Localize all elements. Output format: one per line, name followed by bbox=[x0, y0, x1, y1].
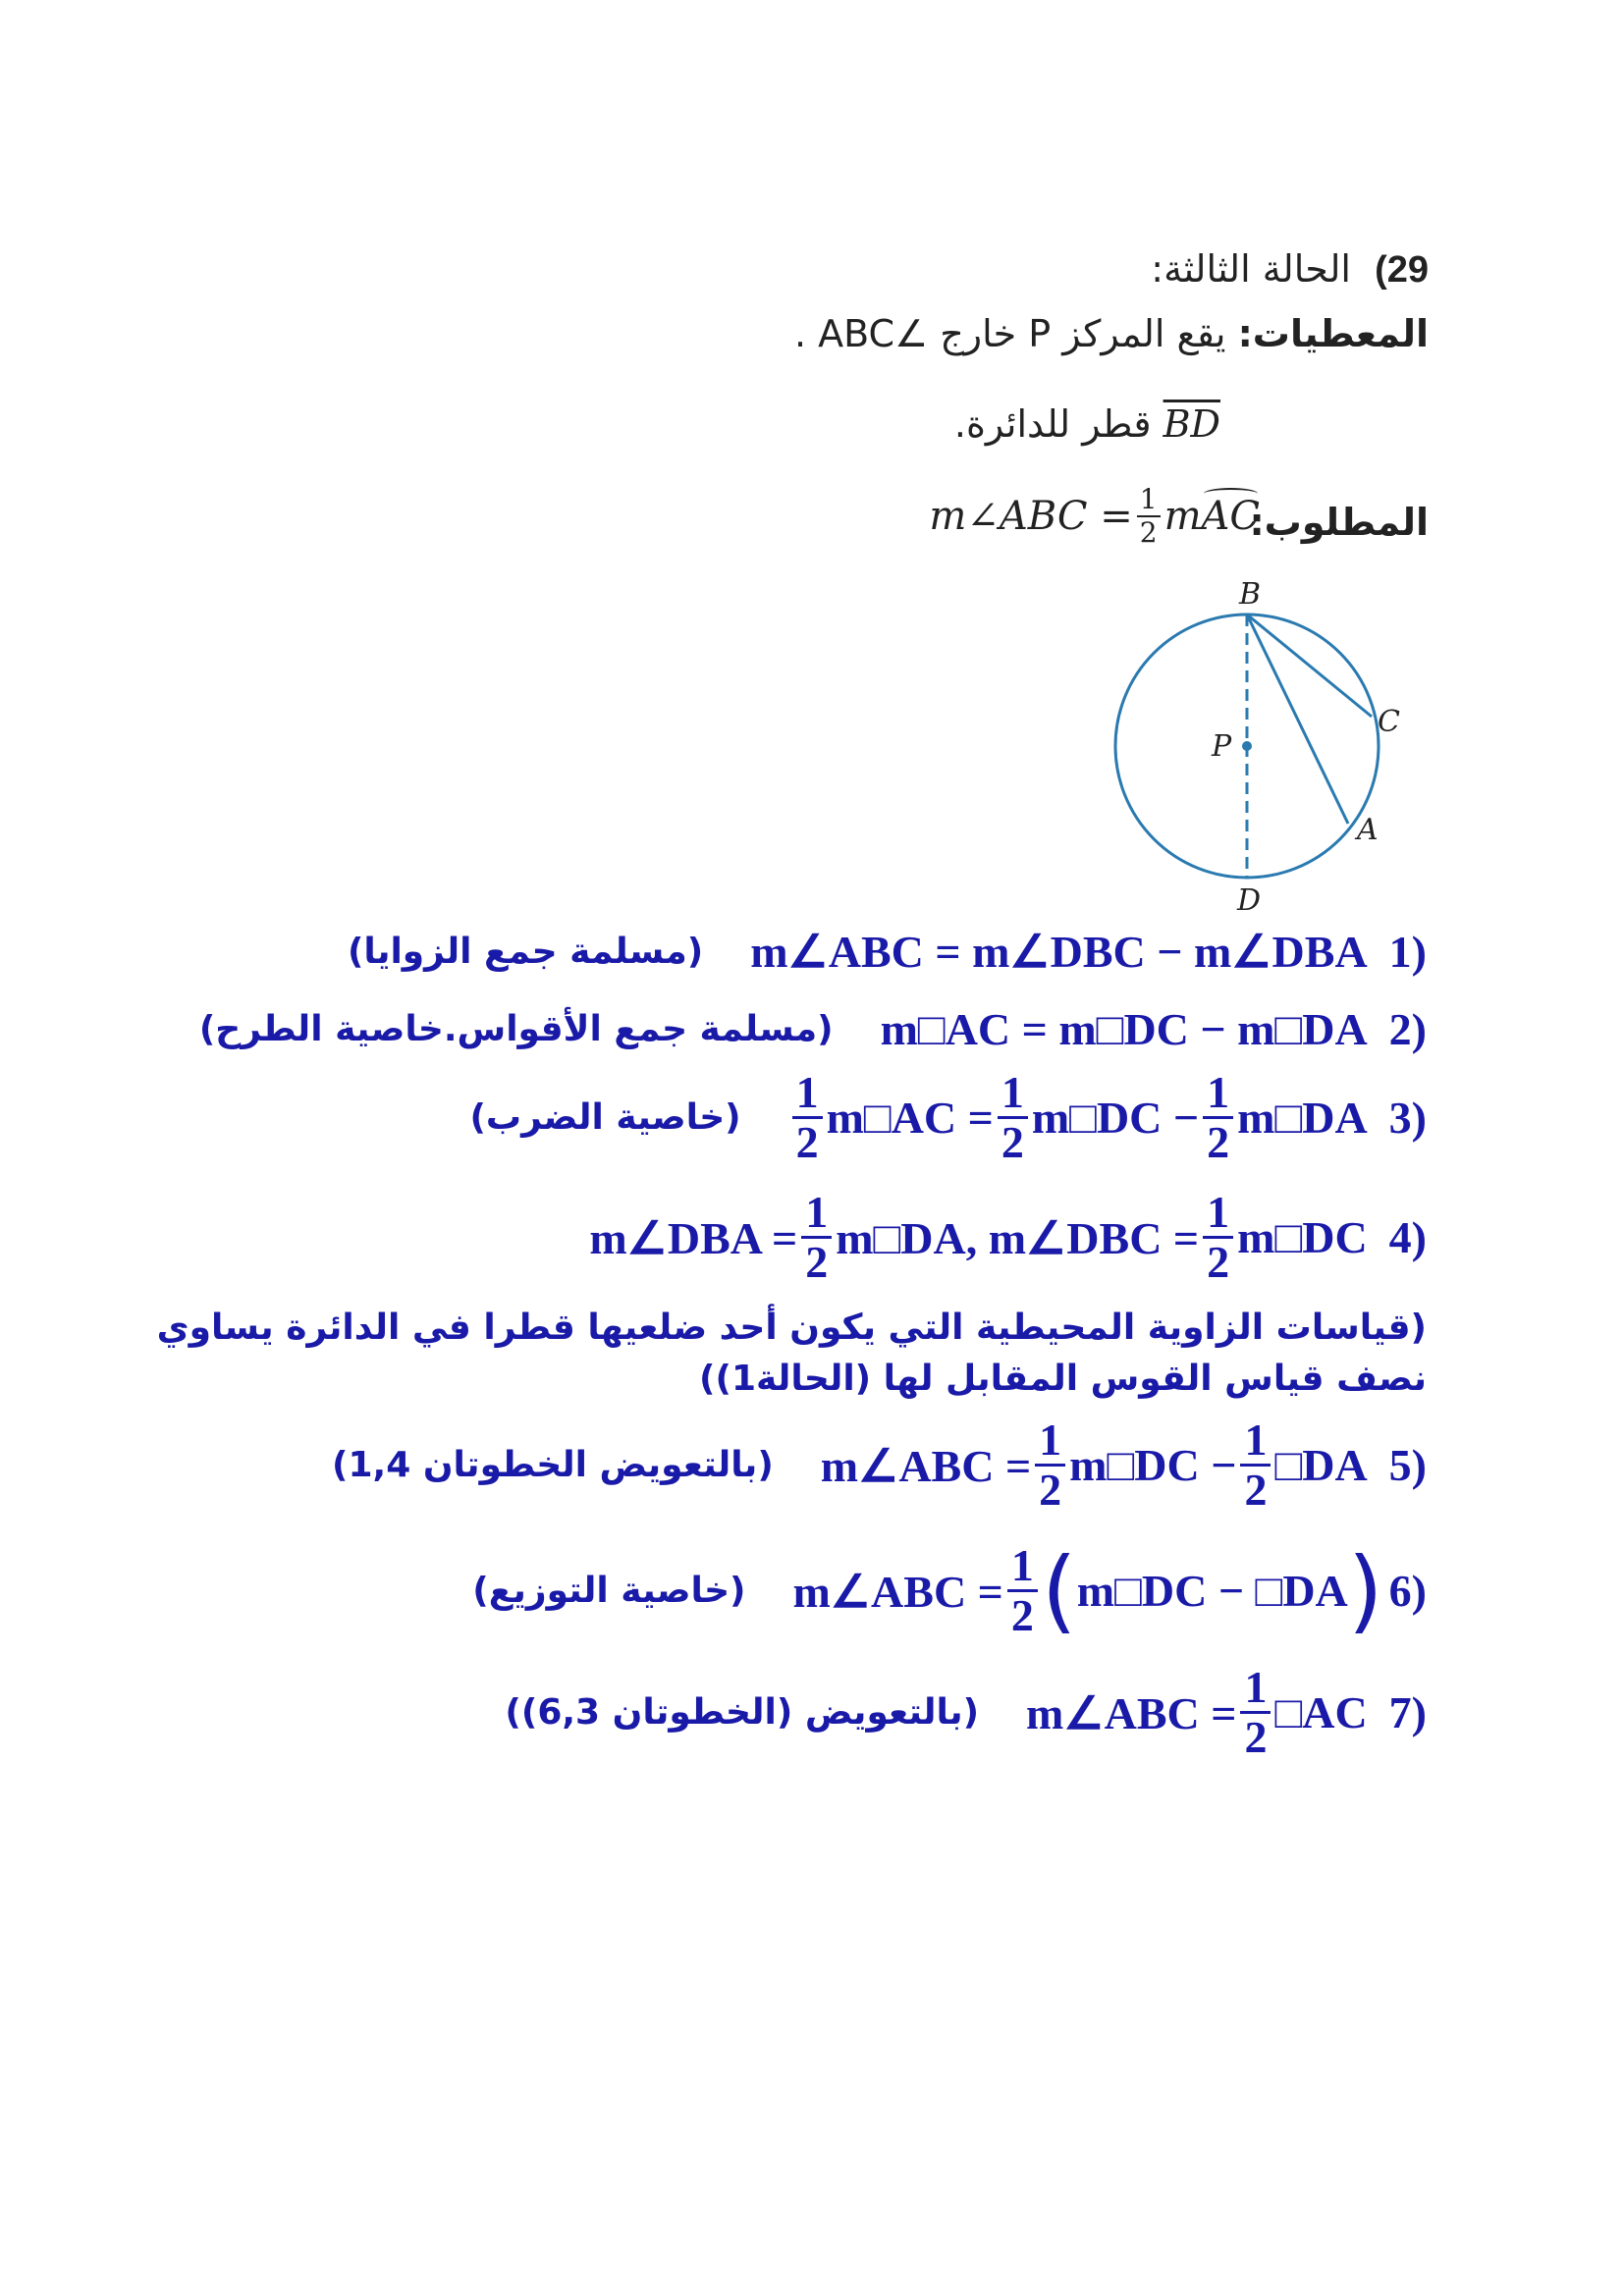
frac-num: 1 bbox=[998, 1070, 1028, 1119]
problem-number: 29) bbox=[1375, 249, 1429, 291]
proof-step-4 bbox=[589, 1187, 1427, 1287]
step-3-term-2: m□DC − bbox=[1031, 1093, 1200, 1143]
given-line bbox=[794, 312, 1429, 355]
step-3-num: 3) bbox=[1388, 1093, 1427, 1143]
step-4-reason-line-1: (قياسات الزاوية المحيطية التي يكون أحد ضلعيها قطرا في الدائرة يساوي bbox=[156, 1308, 1427, 1348]
step-7-num: 7) bbox=[1388, 1687, 1427, 1737]
step-6-open-paren: ( bbox=[1041, 1537, 1077, 1643]
label-d: D bbox=[1237, 883, 1262, 918]
step-7-frac bbox=[1240, 1662, 1271, 1762]
step-4-term-2: m□DA, m∠DBC = bbox=[836, 1212, 1200, 1263]
step-7-term-2: □AC bbox=[1274, 1687, 1368, 1737]
proof-step-1 bbox=[348, 925, 1427, 978]
circle-diagram bbox=[1100, 574, 1400, 928]
center-point bbox=[1242, 741, 1252, 751]
frac-num: 1 bbox=[1240, 1417, 1271, 1467]
step-2-num: 2) bbox=[1388, 1004, 1427, 1054]
diameter-text: قطر للدائرة. bbox=[953, 402, 1152, 446]
step-4-expr bbox=[589, 1187, 1368, 1287]
required-lhs: m∠ABC = bbox=[929, 494, 1133, 539]
step-3-frac-b bbox=[998, 1067, 1028, 1167]
required-label: المطلوب: bbox=[1249, 501, 1429, 544]
step-3-term-1: m□AC = bbox=[826, 1093, 994, 1143]
step-7-term-1: m∠ABC = bbox=[1026, 1687, 1237, 1738]
diameter-segment: BD bbox=[1163, 402, 1220, 446]
step-4-frac-b bbox=[1203, 1187, 1233, 1287]
frac-den: 2 bbox=[1244, 1712, 1268, 1762]
given-label: المعطيات: bbox=[1237, 312, 1429, 355]
frac-num: 1 bbox=[1035, 1417, 1065, 1467]
frac-num: 1 bbox=[1203, 1070, 1233, 1119]
step-4-term-1: m∠DBA = bbox=[589, 1212, 798, 1263]
required-frac-den: 2 bbox=[1139, 516, 1158, 549]
proof-step-2 bbox=[199, 1003, 1427, 1055]
label-p: P bbox=[1212, 729, 1232, 764]
required-m: m bbox=[1163, 494, 1202, 539]
step-5-expr bbox=[821, 1417, 1368, 1513]
proof-step-3 bbox=[469, 1067, 1427, 1167]
frac-den: 2 bbox=[1039, 1465, 1062, 1515]
step-6-num: 6) bbox=[1388, 1566, 1427, 1616]
problem-header bbox=[1151, 247, 1429, 292]
frac-num: 1 bbox=[1240, 1665, 1271, 1714]
step-5-frac-a bbox=[1035, 1417, 1065, 1513]
required-frac-num: 1 bbox=[1137, 486, 1161, 517]
step-4-term-3: m□DC bbox=[1237, 1212, 1368, 1262]
label-b: B bbox=[1239, 577, 1262, 612]
step-4-num: 4) bbox=[1388, 1212, 1427, 1262]
frac-den: 2 bbox=[805, 1237, 829, 1287]
step-3-term-3: m□DA bbox=[1237, 1093, 1368, 1143]
step-5-term-1: m∠ABC = bbox=[820, 1440, 1032, 1491]
step-6-inner: m□DC − □DA bbox=[1076, 1566, 1348, 1616]
given-text: يقع المركز P خارج ∠ABC . bbox=[793, 312, 1226, 355]
required-fraction bbox=[1137, 483, 1161, 549]
frac-den: 2 bbox=[1207, 1237, 1230, 1287]
frac-num: 1 bbox=[792, 1070, 823, 1119]
frac-den: 2 bbox=[1207, 1117, 1230, 1167]
frac-num: 1 bbox=[1007, 1543, 1038, 1592]
step-4-frac-a bbox=[801, 1187, 832, 1287]
frac-den: 2 bbox=[1010, 1590, 1034, 1640]
diameter-line bbox=[954, 402, 1220, 446]
label-a: A bbox=[1357, 813, 1379, 847]
required-arc: AC bbox=[1201, 494, 1260, 539]
step-6-expr bbox=[792, 1537, 1383, 1643]
frac-num: 1 bbox=[801, 1190, 832, 1239]
step-6-frac bbox=[1007, 1540, 1038, 1640]
step-6-close-paren: ) bbox=[1347, 1537, 1383, 1643]
label-c: C bbox=[1378, 705, 1400, 739]
step-6-term-1: m∠ABC = bbox=[792, 1566, 1003, 1617]
step-3-frac-c bbox=[1203, 1067, 1233, 1167]
proof-step-5 bbox=[332, 1417, 1427, 1513]
step-5-term-2: m□DC − bbox=[1069, 1440, 1237, 1490]
step-5-frac-b bbox=[1240, 1417, 1271, 1513]
step-1-expr: m∠ABC = m∠DBC − m∠DBA bbox=[750, 927, 1368, 977]
case-title: الحالة الثالثة: bbox=[1151, 247, 1351, 291]
step-2-reason: (مسلمة جمع الأقواس.خاصية الطرح) bbox=[198, 1009, 834, 1049]
proof-step-7 bbox=[505, 1662, 1427, 1762]
frac-den: 2 bbox=[795, 1117, 819, 1167]
step-1-num: 1) bbox=[1388, 926, 1427, 977]
step-3-frac-a bbox=[792, 1067, 823, 1167]
step-4-reason-line-2: نصف قياس القوس المقابل لها (الحالة1)) bbox=[699, 1359, 1427, 1399]
step-6-reason: (خاصية التوزيع) bbox=[472, 1571, 746, 1611]
frac-den: 2 bbox=[1001, 1117, 1024, 1167]
step-5-term-3: □DA bbox=[1274, 1440, 1368, 1490]
proof-step-6 bbox=[472, 1537, 1427, 1643]
step-3-reason: (خاصية الضرب) bbox=[469, 1097, 741, 1138]
required-formula bbox=[929, 483, 1260, 549]
step-7-reason: (بالتعويض (الخطوتان 6,3)) bbox=[505, 1692, 980, 1733]
step-5-reason: (بالتعويض الخطوتان 1,4) bbox=[332, 1445, 774, 1485]
step-3-expr bbox=[788, 1067, 1368, 1167]
frac-den: 2 bbox=[1244, 1465, 1268, 1515]
step-7-expr bbox=[1026, 1662, 1368, 1762]
frac-num: 1 bbox=[1203, 1190, 1233, 1239]
step-2-expr: m□AC = m□DC − m□DA bbox=[880, 1004, 1368, 1054]
step-1-reason: (مسلمة جمع الزوايا) bbox=[347, 931, 704, 972]
step-5-num: 5) bbox=[1388, 1440, 1427, 1490]
